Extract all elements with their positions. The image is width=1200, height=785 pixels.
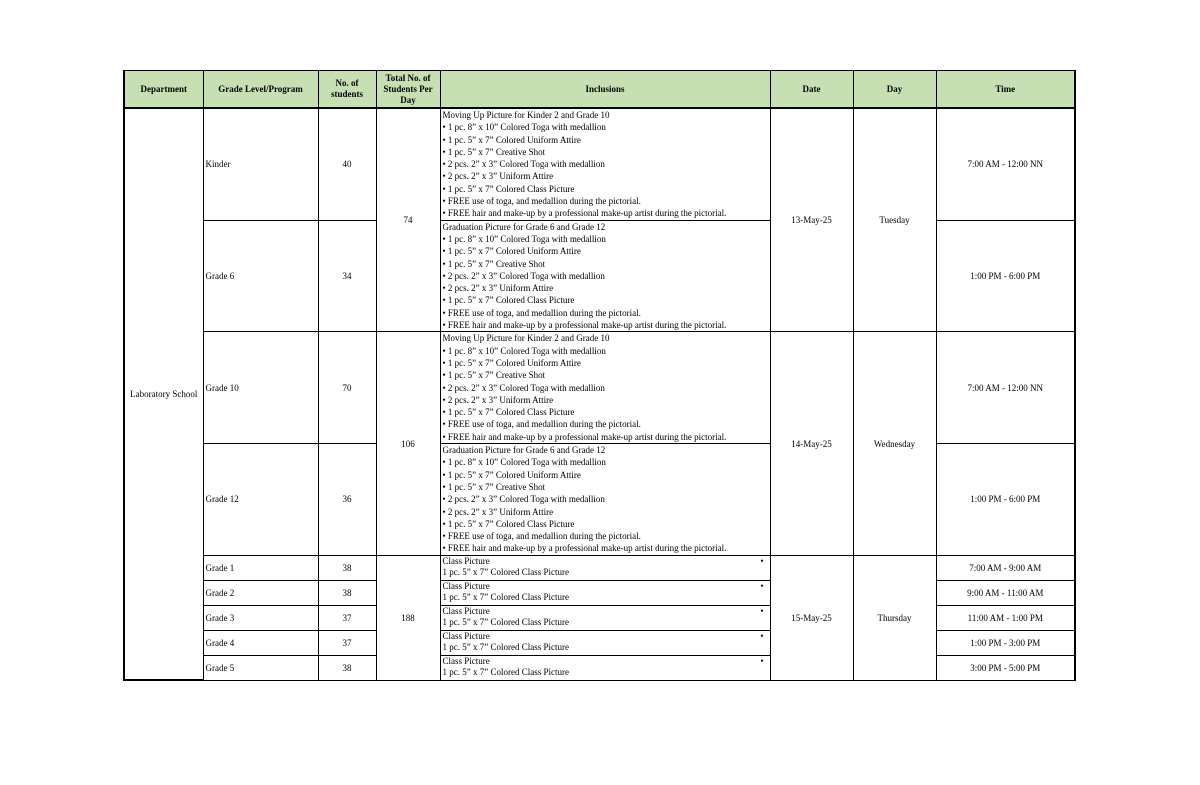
schedule-table bbox=[123, 70, 1076, 681]
inclusion-item: 1 pc. 5” x 7” Colored Class Picture bbox=[442, 567, 569, 578]
inclusion-item: • 2 pcs. 2” x 3” Uniform Attire bbox=[442, 171, 554, 182]
header-inclusions: Inclusions bbox=[440, 71, 770, 109]
inclusions-cell bbox=[440, 332, 770, 444]
header-num-students: No. of students bbox=[318, 71, 376, 109]
inclusion-item: • 1 pc. 8” x 10” Colored Toga with medallion bbox=[442, 345, 606, 356]
inclusion-item: • 1 pc. 5” x 7” Colored Uniform Attire bbox=[442, 469, 581, 480]
inclusion-item: • 1 pc. 5” x 7” Colored Class Picture bbox=[442, 295, 575, 306]
inclusion-item: • 1 pc. 5” x 7” Colored Uniform Attire bbox=[442, 357, 581, 368]
students-cell: 34 bbox=[318, 220, 376, 332]
inclusion-item: • 1 pc. 5” x 7” Creative Shot bbox=[442, 258, 546, 269]
inclusions-cell bbox=[440, 655, 770, 680]
inclusion-title: Class Picture bbox=[442, 605, 490, 616]
grade-cell: Grade 5 bbox=[203, 655, 318, 680]
date-cell: 15-May-25 bbox=[770, 555, 853, 680]
header-total-students: Total No. of Students Per Day bbox=[376, 71, 440, 109]
table-row bbox=[124, 555, 1075, 580]
grade-cell: Grade 1 bbox=[203, 555, 318, 580]
inclusion-item: • 1 pc. 8” x 10” Colored Toga with medallion bbox=[442, 457, 606, 468]
inclusion-item: • 1 pc. 5” x 7” Colored Class Picture bbox=[442, 407, 575, 418]
inclusion-item: • 2 pcs. 2” x 3” Colored Toga with medallion bbox=[442, 494, 605, 505]
inclusion-title: Graduation Picture for Grade 6 and Grade 12 bbox=[442, 445, 606, 456]
time-cell: 7:00 AM - 12:00 NN bbox=[936, 332, 1075, 444]
inclusion-item: • FREE hair and make-up by a professional make-up artist during the pictorial. bbox=[442, 208, 727, 219]
time-cell: 7:00 AM - 9:00 AM bbox=[936, 555, 1075, 580]
students-cell: 40 bbox=[318, 108, 376, 220]
inclusion-title: Class Picture bbox=[442, 580, 490, 591]
header-date: Date bbox=[770, 71, 853, 109]
inclusion-item: • 1 pc. 8” x 10” Colored Toga with medallion bbox=[442, 233, 606, 244]
department-cell: Laboratory School bbox=[124, 108, 203, 680]
time-cell: 1:00 PM - 3:00 PM bbox=[936, 630, 1075, 655]
day-cell: Wednesday bbox=[853, 332, 936, 555]
inclusion-item: • FREE use of toga, and medallion during the pictorial. bbox=[442, 531, 641, 542]
inclusion-item: • 1 pc. 5” x 7” Colored Class Picture bbox=[442, 518, 575, 529]
grade-cell: Grade 12 bbox=[203, 444, 318, 556]
inclusion-item: 1 pc. 5” x 7” Colored Class Picture bbox=[442, 592, 569, 603]
inclusion-title: Moving Up Picture for Kinder 2 and Grade 10 bbox=[442, 110, 610, 120]
header-department: Department bbox=[124, 71, 203, 109]
inclusions-cell bbox=[440, 630, 770, 655]
bullet-icon: • bbox=[760, 580, 764, 591]
inclusion-item: • 1 pc. 5” x 7” Creative Shot bbox=[442, 146, 546, 157]
total-cell: 188 bbox=[376, 555, 440, 680]
inclusion-item: • FREE hair and make-up by a professional make-up artist during the pictorial. bbox=[442, 320, 727, 331]
inclusion-item: • 1 pc. 5” x 7” Colored Uniform Attire bbox=[442, 134, 581, 145]
students-cell: 70 bbox=[318, 332, 376, 444]
grade-cell: Grade 3 bbox=[203, 605, 318, 630]
grade-cell: Grade 6 bbox=[203, 220, 318, 332]
grade-cell: Grade 2 bbox=[203, 580, 318, 605]
time-cell: 7:00 AM - 12:00 NN bbox=[936, 108, 1075, 220]
time-cell: 3:00 PM - 5:00 PM bbox=[936, 655, 1075, 680]
inclusion-title: Graduation Picture for Grade 6 and Grade 12 bbox=[442, 221, 606, 232]
inclusions-cell bbox=[440, 108, 770, 220]
bullet-icon: • bbox=[760, 655, 764, 666]
inclusion-item: • 2 pcs. 2” x 3” Colored Toga with medallion bbox=[442, 382, 605, 393]
inclusion-item: • FREE use of toga, and medallion during the pictorial. bbox=[442, 419, 641, 430]
inclusion-item: • 1 pc. 5” x 7” Colored Class Picture bbox=[442, 183, 575, 194]
inclusion-item: • FREE hair and make-up by a professional make-up artist during the pictorial. bbox=[442, 431, 727, 442]
inclusions-cell bbox=[440, 605, 770, 630]
inclusion-item: • 2 pcs. 2” x 3” Uniform Attire bbox=[442, 506, 554, 517]
day-cell: Thursday bbox=[853, 555, 936, 680]
students-cell: 38 bbox=[318, 655, 376, 680]
bullet-icon: • bbox=[760, 630, 764, 641]
bullet-icon: • bbox=[760, 555, 764, 566]
inclusion-item: 1 pc. 5” x 7” Colored Class Picture bbox=[442, 617, 569, 628]
inclusion-title: Moving Up Picture for Kinder 2 and Grade 10 bbox=[442, 333, 610, 344]
total-cell: 74 bbox=[376, 108, 440, 332]
grade-cell: Grade 10 bbox=[203, 332, 318, 444]
inclusion-item: • 1 pc. 5” x 7” Creative Shot bbox=[442, 370, 546, 381]
inclusion-item: • FREE use of toga, and medallion during the pictorial. bbox=[442, 307, 641, 318]
date-cell: 13-May-25 bbox=[770, 108, 853, 332]
time-cell: 1:00 PM - 6:00 PM bbox=[936, 220, 1075, 332]
inclusion-item: • 2 pcs. 2” x 3” Colored Toga with medallion bbox=[442, 159, 605, 170]
inclusion-title: Class Picture bbox=[442, 630, 490, 641]
day-cell: Tuesday bbox=[853, 108, 936, 332]
inclusion-item: • 1 pc. 5” x 7” Colored Uniform Attire bbox=[442, 246, 581, 257]
inclusion-title: Class Picture bbox=[442, 555, 490, 566]
bullet-icon: • bbox=[760, 605, 764, 616]
inclusion-title: Class Picture bbox=[442, 655, 490, 666]
date-cell: 14-May-25 bbox=[770, 332, 853, 555]
inclusion-item: • 1 pc. 8” x 10” Colored Toga with medallion bbox=[442, 122, 606, 133]
inclusions-cell bbox=[440, 580, 770, 605]
students-cell: 38 bbox=[318, 555, 376, 580]
grade-cell: Grade 4 bbox=[203, 630, 318, 655]
total-cell: 106 bbox=[376, 332, 440, 555]
time-cell: 1:00 PM - 6:00 PM bbox=[936, 444, 1075, 556]
inclusion-item: 1 pc. 5” x 7” Colored Class Picture bbox=[442, 642, 569, 653]
table-row bbox=[124, 108, 1075, 220]
students-cell: 37 bbox=[318, 605, 376, 630]
table-row bbox=[124, 332, 1075, 444]
header-time: Time bbox=[936, 71, 1075, 109]
time-cell: 11:00 AM - 1:00 PM bbox=[936, 605, 1075, 630]
inclusion-item: • 2 pcs. 2” x 3” Uniform Attire bbox=[442, 283, 554, 294]
inclusions-cell bbox=[440, 555, 770, 580]
grade-cell: Kinder bbox=[203, 108, 318, 220]
header-day: Day bbox=[853, 71, 936, 109]
students-cell: 38 bbox=[318, 580, 376, 605]
inclusion-item: • FREE hair and make-up by a professional make-up artist during the pictorial. bbox=[442, 543, 727, 554]
inclusions-cell bbox=[440, 444, 770, 556]
inclusion-item: • 1 pc. 5” x 7” Creative Shot bbox=[442, 481, 546, 492]
header-grade-level: Grade Level/Program bbox=[203, 71, 318, 109]
students-cell: 36 bbox=[318, 444, 376, 556]
inclusion-item: 1 pc. 5” x 7” Colored Class Picture bbox=[442, 667, 569, 678]
inclusion-item: • 2 pcs. 2” x 3” Colored Toga with medallion bbox=[442, 270, 605, 281]
inclusions-cell bbox=[440, 220, 770, 332]
students-cell: 37 bbox=[318, 630, 376, 655]
inclusion-item: • 2 pcs. 2” x 3” Uniform Attire bbox=[442, 394, 554, 405]
header-row bbox=[124, 71, 1075, 109]
time-cell: 9:00 AM - 11:00 AM bbox=[936, 580, 1075, 605]
inclusion-item: • FREE use of toga, and medallion during the pictorial. bbox=[442, 196, 641, 207]
